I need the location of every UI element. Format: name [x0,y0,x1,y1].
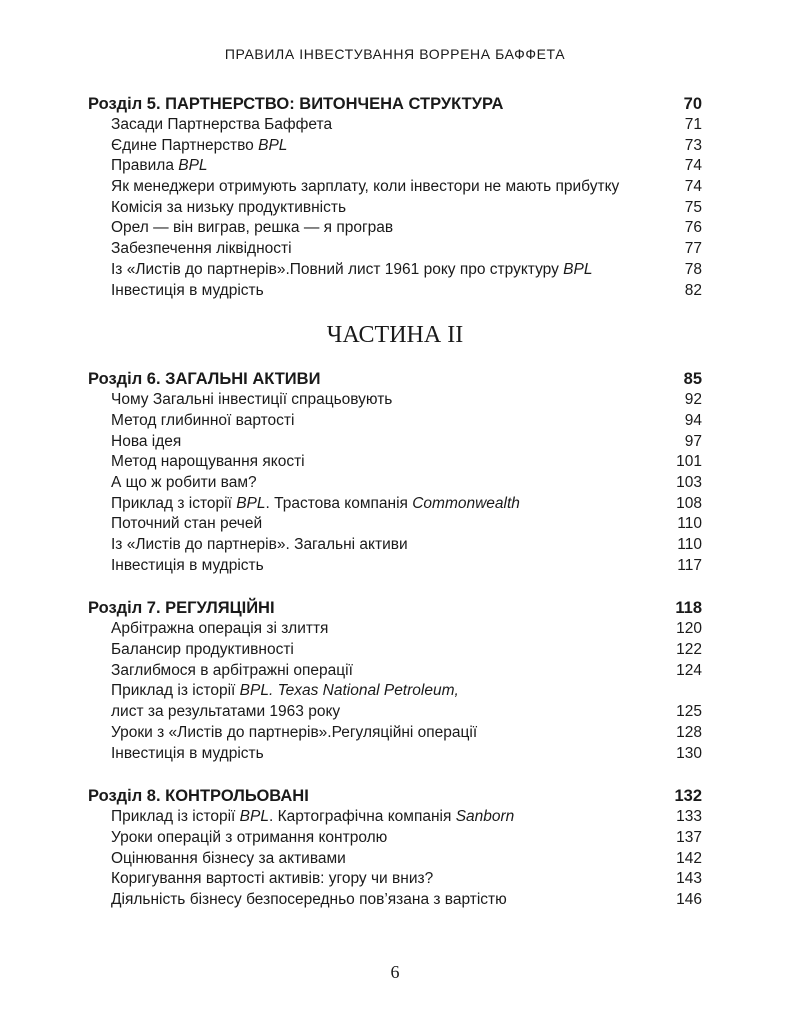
entry-text: Орел — він виграв, решка — я програв [111,219,394,237]
entry-text: Інвестиція в мудрість [111,744,264,762]
toc-entry [88,702,702,723]
toc-entry [88,514,702,535]
entry-page: 125 [676,703,702,721]
entry-text: Приклад із історії [111,682,240,700]
entry-italic-2: Sanborn [455,808,515,826]
entry-text: лист за результатами 1963 року [111,703,341,721]
entry-text: Заглибмося в арбітражні операції [111,661,353,679]
toc-entry [88,177,702,198]
entry-text: Комісія за низьку продуктивність [111,198,347,216]
section-gap [88,764,702,786]
entry-page: 137 [676,828,702,846]
entry-text: Як менеджери отримують зарплату, коли інвестори не мають прибутку [111,178,620,196]
toc-entry [88,723,702,744]
chapter-page: 118 [675,599,702,618]
page-number: 6 [390,962,400,982]
toc-entry [88,218,702,239]
entry-page: 103 [676,473,702,491]
entry-text: Із «Листів до партнерів».Повний лист 1961 року про структуру [111,260,564,278]
entry-text: Нова ідея [111,432,182,450]
toc-entry [88,156,702,177]
entry-text: Метод глибинної вартості [111,411,295,429]
entry-text: Приклад із історії [111,808,240,826]
toc-entry [88,473,702,494]
entry-page: 97 [684,432,702,450]
entry-text: Інвестиція в мудрість [111,556,264,574]
toc-entry [88,432,702,453]
entry-title [111,281,264,302]
entry-italic: BPL [236,494,266,512]
entry-title [111,494,520,515]
entry-title [111,239,292,260]
entry-title [111,619,328,640]
entry-page: 117 [677,556,702,574]
toc-entry [88,535,702,556]
entry-text: Із «Листів до партнерів». Загальні активи [111,536,408,553]
entry-title [111,136,287,157]
entry-page: 82 [684,281,702,299]
entry-page: 76 [684,219,702,237]
toc-entry [88,390,702,411]
table-of-contents [88,94,702,911]
chapter-title: Розділ 6. ЗАГАЛЬНІ АКТИВИ [88,370,321,389]
entry-page: 110 [677,536,702,553]
toc-entry [88,136,702,157]
entry-title [111,702,340,723]
chapter-title: Розділ 7. РЕГУЛЯЦІЙНІ [88,599,275,618]
chapter-title: Розділ 5. ПАРТНЕРСТВО: ВИТОНЧЕНА СТРУКТУРА [88,95,504,113]
entry-title [111,661,353,682]
entry-text-after: . Картографічна компанія [268,808,456,826]
entry-title [111,828,387,849]
entry-page: 130 [676,744,702,762]
entry-page: 108 [676,494,702,512]
entry-text: Засади Партнерства Баффета [111,116,333,133]
entry-title [111,514,262,535]
toc-entry [88,494,702,515]
entry-text: Оцінювання бізнесу за активами [111,849,346,867]
entry-text: Приклад з історії [111,494,237,512]
section-gap [88,576,702,598]
entry-page: 110 [677,515,702,533]
entry-title [111,218,393,239]
entry-title [111,177,619,198]
entry-title [111,452,305,473]
entry-italic: BPL. Texas National Petroleum, [239,682,459,700]
toc-entry [88,619,702,640]
entry-italic-2: Commonwealth [412,494,520,512]
entry-page: 142 [676,849,702,867]
entry-title [111,640,294,661]
toc-entry [88,681,702,702]
entry-text-after: . Трастова компанія [265,494,413,512]
chapter-entry [88,598,702,619]
entry-text: Уроки з «Листів до партнерів».Регуляційні операції [111,723,478,741]
entry-title [111,807,514,828]
chapter-page: 70 [683,95,702,113]
entry-page: 124 [676,661,702,679]
running-head: ПРАВИЛА ІНВЕСТУВАННЯ ВОРРЕНА БАФФЕТА [224,46,566,62]
toc-entry [88,807,702,828]
entry-page: 73 [684,136,702,154]
toc-entry [88,640,702,661]
entry-title [111,432,181,453]
entry-page: 78 [684,260,702,278]
chapter-entry [88,94,702,115]
entry-text: Забезпечення ліквідності [111,240,292,258]
entry-text: А що ж робити вам? [111,473,257,491]
entry-italic: BPL [258,136,288,154]
chapter-page: 132 [674,787,702,806]
entry-page: 75 [684,198,702,216]
entry-title [111,849,346,870]
entry-page: 128 [676,723,702,741]
entry-page: 120 [676,620,702,638]
entry-title [111,390,392,411]
entry-text: Інвестиція в мудрість [111,281,264,299]
entry-title [111,115,332,136]
entry-italic: BPL [563,260,593,278]
toc-entry [88,281,702,302]
entry-text: Єдине Партнерство [111,136,259,154]
toc-entry [88,239,702,260]
entry-title [111,473,257,494]
entry-page: 133 [676,808,702,826]
chapter-page: 85 [683,370,702,389]
chapter-entry [88,369,702,390]
entry-text: Метод нарощування якості [111,453,305,471]
toc-entry [88,744,702,765]
toc-entry [88,849,702,870]
chapter-title: Розділ 8. КОНТРОЛЬОВАНІ [88,787,309,806]
toc-entry [88,556,702,577]
entry-page: 146 [676,890,702,908]
entry-title [111,744,264,765]
entry-page: 77 [684,240,702,258]
entry-text: Уроки операцій з отримання контролю [111,828,388,846]
entry-text: Коригування вартості активів: угору чи вниз? [111,870,434,888]
entry-title [111,411,294,432]
toc-entry [88,661,702,682]
entry-title [111,535,408,556]
toc-entry [88,411,702,432]
entry-title [111,156,208,177]
entry-text: Чому Загальні інвестиції спрацьовують [111,391,393,409]
entry-title [111,260,592,281]
toc-entry [88,452,702,473]
entry-page: 101 [676,453,702,471]
entry-title [111,890,507,911]
toc-entry [88,198,702,219]
entry-page: 122 [676,641,702,659]
toc-entry [88,828,702,849]
toc-entry [88,869,702,890]
toc-entry [88,890,702,911]
entry-title [111,723,477,744]
entry-title [111,198,346,219]
entry-text: Діяльність бізнесу безпосередньо пов’язана з вартістю [111,890,507,908]
entry-title [111,869,433,890]
entry-page: 92 [684,391,702,409]
entry-title [111,556,264,577]
entry-page: 71 [684,116,702,133]
entry-italic: BPL [178,157,208,175]
toc-entry [88,115,702,136]
entry-page: 74 [684,178,702,196]
entry-page: 74 [684,157,702,175]
entry-title [111,681,459,702]
chapter-entry [88,786,702,807]
entry-text: Правила [111,157,179,175]
entry-page: 143 [676,870,702,888]
entry-text: Арбітражна операція зі злиття [111,620,329,638]
entry-italic: BPL [239,808,269,826]
entry-page: 94 [684,411,702,429]
entry-text: Поточний стан речей [111,515,263,533]
toc-entry [88,260,702,281]
part-heading: ЧАСТИНА II [326,322,464,349]
entry-text: Балансир продуктивності [111,641,294,659]
